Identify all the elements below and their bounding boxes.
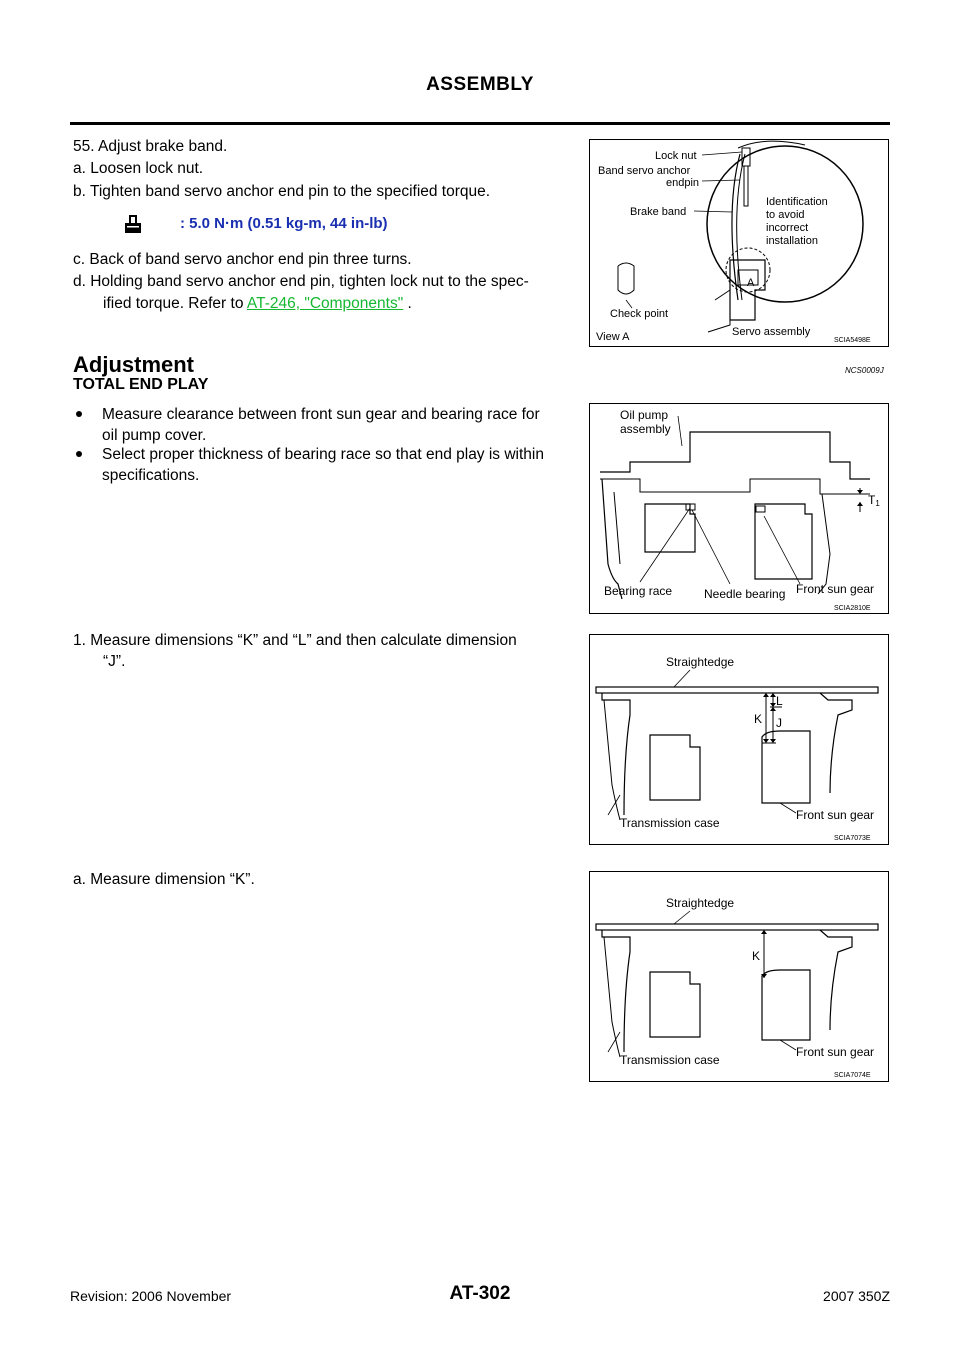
fig3-transmission-case: Transmission case bbox=[620, 816, 720, 830]
fig3-k: K bbox=[754, 712, 763, 726]
page-header-title: ASSEMBLY bbox=[426, 74, 534, 95]
fig3-straightedge: Straightedge bbox=[666, 655, 735, 669]
fig3-code: SCIA7073E bbox=[834, 835, 871, 842]
fig1-ident-3: incorrect bbox=[766, 222, 809, 234]
fig4-front-sun-gear: Front sun gear bbox=[796, 1045, 875, 1059]
footer-revision: Revision: 2006 November bbox=[70, 1288, 232, 1304]
bullet1-line1: Measure clearance between front sun gear and bearing race for bbox=[102, 406, 540, 423]
fig2-front-sun-gear: Front sun gear bbox=[796, 582, 875, 596]
step-a-text: a. Measure dimension “K”. bbox=[73, 871, 255, 888]
step-55-d-line2 bbox=[103, 294, 412, 314]
total-end-play-title: TOTAL END PLAY bbox=[73, 376, 209, 393]
step-55-c: c. Back of band servo anchor end pin three turns. bbox=[73, 251, 412, 268]
figure-total-end-play bbox=[589, 403, 889, 614]
fig1-band-servo-1: Band servo anchor bbox=[598, 165, 691, 177]
step-55-b: b. Tighten band servo anchor end pin to the specified torque. bbox=[73, 183, 491, 200]
fig4-code: SCIA7074E bbox=[834, 1072, 871, 1079]
bullet2-line1: Select proper thickness of bearing race so that end play is within bbox=[102, 446, 544, 463]
fig1-band-servo-2: endpin bbox=[666, 177, 700, 189]
bullet1-line2: oil pump cover. bbox=[102, 427, 207, 444]
footer-page-number: AT-302 bbox=[449, 1283, 511, 1304]
step-55-d-text: ified torque. Refer to bbox=[103, 295, 247, 312]
footer-model: 2007 350Z bbox=[823, 1288, 890, 1304]
fig3-front-sun-gear: Front sun gear bbox=[796, 808, 875, 822]
fig1-brake-band: Brake band bbox=[630, 206, 687, 218]
fig2-t1 bbox=[868, 493, 880, 508]
fig1-ident-4: installation bbox=[766, 235, 818, 247]
fig2-bearing-race: Bearing race bbox=[604, 584, 673, 598]
fig2-t1-main: T bbox=[868, 493, 876, 507]
bullet-dot bbox=[76, 411, 82, 417]
bullet2-line2: specifications. bbox=[102, 467, 200, 484]
fig1-ident-1: Identification bbox=[766, 196, 828, 208]
figure-measure-k bbox=[589, 871, 889, 1082]
fig1-a-marker: A bbox=[747, 277, 755, 289]
figure-measure-k-l bbox=[589, 634, 889, 845]
fig3-j: J bbox=[776, 716, 782, 730]
header-rule bbox=[70, 122, 890, 125]
fig2-code: SCIA2810E bbox=[834, 605, 871, 612]
figure-brake-band bbox=[589, 139, 889, 347]
fig1-code: SCIA5498E bbox=[834, 337, 871, 344]
step-55-a: a. Loosen lock nut. bbox=[73, 160, 204, 177]
step-55-d-end: . bbox=[403, 295, 412, 312]
fig3-l: L bbox=[776, 694, 783, 708]
fig1-check-point: Check point bbox=[610, 308, 669, 320]
adjustment-title: Adjustment bbox=[73, 352, 194, 377]
fig1-view-a: View A bbox=[596, 331, 630, 343]
fig2-t1-sub: 1 bbox=[875, 499, 880, 508]
torque-wrench-icon bbox=[123, 213, 143, 235]
fig1-ident-2: to avoid bbox=[766, 209, 805, 221]
fig1-lock-nut: Lock nut bbox=[655, 150, 697, 162]
fig4-straightedge: Straightedge bbox=[666, 896, 735, 910]
fig2-oil-pump-1: Oil pump bbox=[620, 408, 669, 422]
adjustment-code: NCS0009J bbox=[845, 366, 884, 375]
torque-spec: : 5.0 N·m (0.51 kg-m, 44 in-lb) bbox=[180, 215, 388, 232]
fig4-transmission-case: Transmission case bbox=[620, 1053, 720, 1067]
step-1-line1: 1. Measure dimensions “K” and “L” and then calculate dimension bbox=[73, 632, 517, 649]
fig4-k: K bbox=[752, 949, 761, 963]
step-55-title: 55. Adjust brake band. bbox=[73, 138, 228, 155]
fig2-needle-bearing: Needle bearing bbox=[704, 587, 786, 601]
bullet-dot bbox=[76, 451, 82, 457]
fig1-servo-assembly: Servo assembly bbox=[732, 326, 811, 338]
step-1-line2: “J”. bbox=[103, 653, 126, 670]
fig2-oil-pump-2: assembly bbox=[620, 422, 671, 436]
step-55-d-line1: d. Holding band servo anchor end pin, tighten lock nut to the spec- bbox=[73, 273, 529, 290]
components-link[interactable]: AT-246, "Components" bbox=[246, 295, 404, 312]
